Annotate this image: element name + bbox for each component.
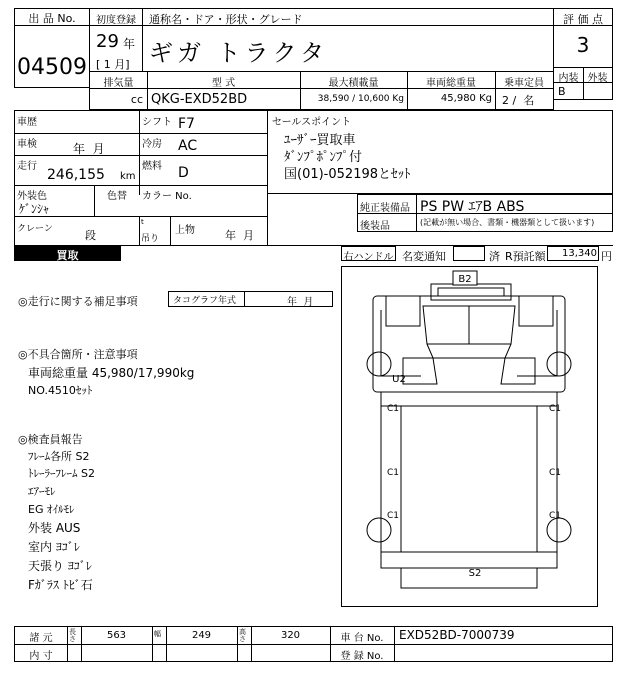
inspector-item-2: ﾄﾚｰﾗｰﾌﾚｰﾑ S2 <box>28 467 95 480</box>
grade-box <box>553 8 613 100</box>
defect-2: NO.4510ｾｯﾄ <box>28 384 93 397</box>
color-no-label: カラー No. <box>142 191 192 202</box>
ac-label: 冷房 <box>142 139 162 150</box>
purchase-bar <box>14 246 121 261</box>
mileage-label: 走行 <box>17 161 37 172</box>
spec-row <box>89 71 554 110</box>
year-unit: 年 <box>123 37 136 51</box>
tire-front-left <box>367 352 391 376</box>
length-value: 563 <box>106 630 127 641</box>
defects-heading: ◎不具合箇所・注意事項 <box>18 348 138 361</box>
yen-label: 円 <box>601 250 612 263</box>
equipment-value: PS PW ｴｱB ABS <box>420 199 525 215</box>
inspection-label: 車検 <box>17 139 37 150</box>
recycle-box <box>547 246 599 261</box>
first-registration-box <box>89 8 143 72</box>
color-number-label: 色替 <box>107 191 127 202</box>
mark-c1-left-top: C1 <box>386 404 400 414</box>
vehicle-diagram <box>341 266 598 607</box>
recycle-label: R預託額 <box>505 250 546 263</box>
inspector-item-4: EG ｵｲﾙﾓﾚ <box>28 503 75 516</box>
model-value: QKG-EXD52BD <box>151 92 248 107</box>
mileage-value: 246,155 <box>47 167 105 183</box>
first-reg-year: 29 <box>96 31 119 52</box>
equipment-box <box>357 194 613 232</box>
reg-label: 登 録 No. <box>340 651 384 662</box>
lot-number: 04509 <box>17 55 87 80</box>
name-change-box <box>453 246 485 261</box>
gross-weight-value: 45,980 Kg <box>440 93 492 104</box>
mark-c1-left-mid: C1 <box>386 468 400 478</box>
chassis-value: EXD52BD-7000739 <box>399 628 515 642</box>
mark-c1-right-bot: C1 <box>548 511 562 521</box>
exterior-label: 外装 <box>587 73 608 84</box>
inspector-item-3: ｴｱｰﾓﾚ <box>28 485 56 498</box>
inner-label: 内 寸 <box>29 651 53 662</box>
height-label: 高さ <box>239 628 246 643</box>
tire-front-right <box>547 352 571 376</box>
lot-box <box>14 8 90 88</box>
tachograph-label: タコグラフ年式 <box>173 296 237 306</box>
left-mirror <box>386 296 420 326</box>
purchase-label: 買取 <box>56 249 79 262</box>
grade-label: 評 価 点 <box>563 13 603 26</box>
max-load-label: 最大積載量 <box>328 78 379 89</box>
mark-s2: S2 <box>468 568 482 579</box>
displacement-label: 排気量 <box>103 78 134 89</box>
first-reg-label: 初度登録 <box>96 15 136 26</box>
chassis-label: 車 台 No. <box>340 633 384 644</box>
height-value: 320 <box>280 630 301 641</box>
ac-value: AC <box>178 138 198 154</box>
grade-value: 3 <box>576 33 590 57</box>
mark-c1-left-bot: C1 <box>386 511 400 521</box>
exterior-color-label: 外装色 <box>17 191 47 202</box>
dims-label: 諸 元 <box>29 633 53 644</box>
length-label: 長さ <box>69 628 76 643</box>
sales-point-2: ﾀﾞﾝﾌﾟﾎﾟﾝﾌﾟ付 <box>284 150 363 165</box>
steering-value: 右ハンドル <box>343 252 394 263</box>
model-label: 型 式 <box>211 78 236 89</box>
driving-heading: ◎走行に関する補足事項 <box>18 295 138 308</box>
mark-u2: U2 <box>392 374 406 385</box>
capacity-label: 乗車定員 <box>504 78 544 89</box>
inspector-item-5: 外装 AUS <box>28 521 81 535</box>
vehicle-name: ギガ トラクタ <box>149 39 329 67</box>
sales-point-1: ﾕｰｻﾞｰ買取車 <box>284 133 356 148</box>
max-load-value: 38,590 / 10,600 Kg <box>317 94 404 104</box>
tire-mid-left <box>367 518 391 542</box>
sales-point-label: セールスポイント <box>272 117 352 128</box>
lot-label: 出 品 No. <box>28 12 76 25</box>
first-reg-month: [ 1 月] <box>96 58 130 71</box>
right-door <box>501 358 535 384</box>
tire-mid-right <box>547 518 571 542</box>
aftermarket-label: 後装品 <box>360 221 390 232</box>
crane-stage: 段 <box>85 229 96 242</box>
equipment-label: 純正装備品 <box>360 203 410 214</box>
history-label: 車歴 <box>17 117 37 128</box>
fuel-value: D <box>178 165 189 181</box>
shift-label: シフト <box>142 117 172 128</box>
name-change-label: 名変通知 <box>402 250 446 263</box>
mark-b2: B2 <box>458 274 472 285</box>
width-label: 幅 <box>154 630 161 638</box>
rack-label: 上物 <box>175 225 195 236</box>
mark-c1-right-top: C1 <box>548 404 562 414</box>
frame <box>381 392 557 568</box>
inspection-value: 年 月 <box>73 142 105 156</box>
shift-value: F7 <box>178 116 195 132</box>
mileage-unit: km <box>120 171 136 182</box>
crane-ton: t <box>141 218 144 226</box>
capacity-value: 2 / 名 <box>502 94 535 107</box>
recycle-value: 13,340 <box>562 248 597 259</box>
width-value: 249 <box>191 630 212 641</box>
inspector-item-7: 天張り ﾖｺﾞﾚ <box>28 559 92 573</box>
vehicle-name-box <box>142 8 554 72</box>
interior-grade: B <box>558 85 566 98</box>
defect-1: 車両総重量 45,980/17,990kg <box>28 366 195 380</box>
crane-hang: 吊り <box>141 234 160 244</box>
footer-dims <box>14 626 613 662</box>
right-mirror <box>519 296 553 326</box>
done-mark: 済 <box>489 250 500 263</box>
gross-weight-label: 車両総重量 <box>426 78 476 89</box>
steering-box <box>341 246 396 261</box>
tachograph-value: 年 月 <box>287 297 314 308</box>
exterior-color-value: ｹﾞﾝｼｬ <box>19 202 50 216</box>
rack-date: 年 月 <box>225 229 254 242</box>
inspector-heading: ◎検査員報告 <box>18 433 83 446</box>
mark-c1-right-mid: C1 <box>548 468 562 478</box>
details-left <box>14 110 268 246</box>
aftermarket-note: (記載が無い場合、書類・機器類として扱います) <box>420 218 595 227</box>
inspector-item-6: 室内 ﾖｺﾞﾚ <box>28 540 80 554</box>
displacement-unit: cc <box>130 93 143 106</box>
inspector-item-8: Fｶﾞﾗｽ ﾄﾋﾞ石 <box>28 578 93 592</box>
vehicle-name-label: 通称名・ドア・形状・グレード <box>149 13 303 26</box>
interior-label: 内装 <box>558 73 579 84</box>
cab-top-box <box>431 284 511 300</box>
sales-point-box <box>267 110 613 194</box>
fuel-label: 燃料 <box>142 161 162 172</box>
inspector-item-1: ﾌﾚｰﾑ各所 S2 <box>28 450 90 463</box>
left-door <box>403 358 437 384</box>
sales-point-3: 国(01)-052198とｾｯﾄ <box>284 167 411 182</box>
crane-label: クレーン <box>17 224 53 234</box>
tachograph-box <box>168 291 333 307</box>
